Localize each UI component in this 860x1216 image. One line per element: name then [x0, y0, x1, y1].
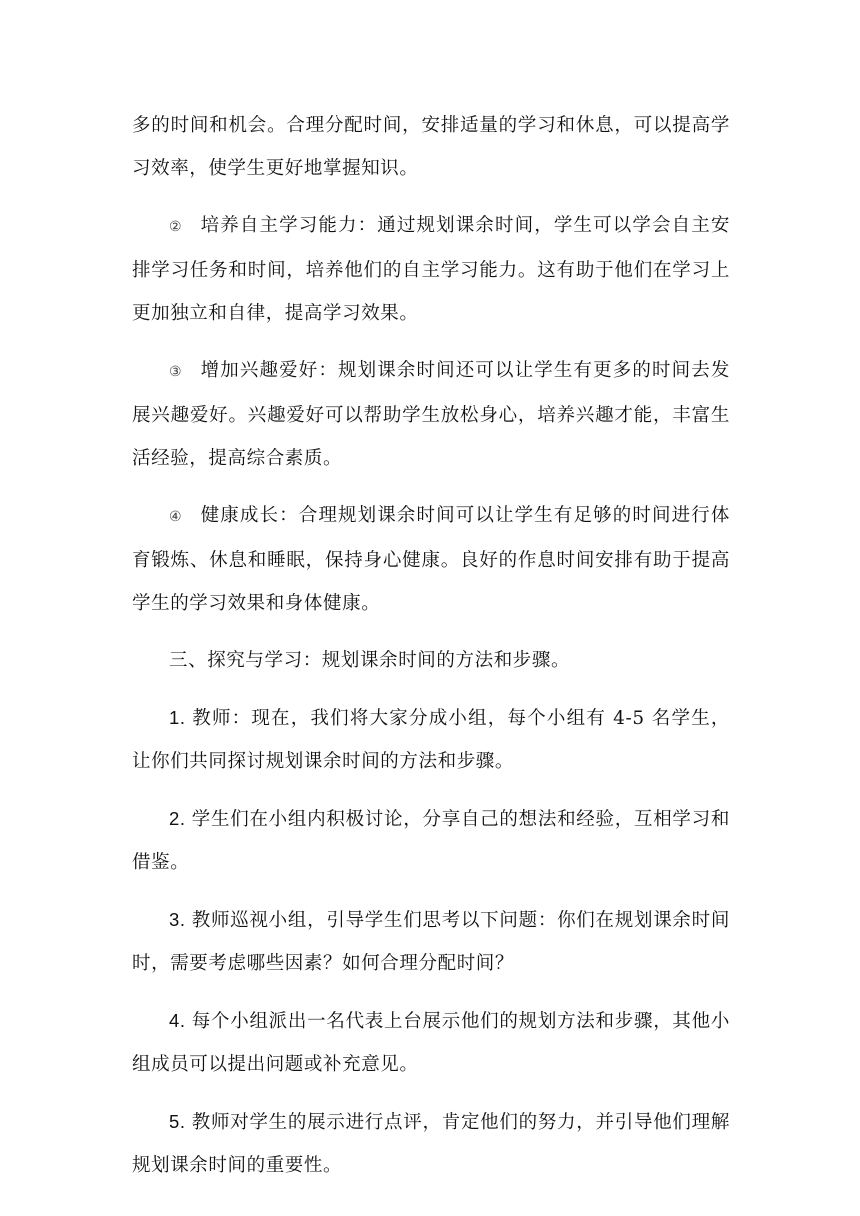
step-number: 2.: [169, 808, 186, 829]
benefit-marker: ④: [169, 509, 183, 525]
benefit-text: 增加兴趣爱好：规划课余时间还可以让学生有更多的时间去发展兴趣爱好。兴趣爱好可以帮助学生放松身心，培养兴趣才能，丰富生活经验，提高综合素质。: [132, 360, 730, 469]
benefit-marker: ③: [169, 364, 183, 380]
benefit-item-3: [132, 349, 730, 480]
continuation-paragraph: 多的时间和机会。合理分配时间，安排适量的学习和休息，可以提高学习效率，使学生更好地掌握知识。: [132, 115, 730, 179]
step-text: 教师巡视小组，引导学生们思考以下问题：你们在规划课余时间时，需要考虑哪些因素？如何合理分配时间？: [132, 910, 730, 974]
step-text: 学生们在小组内积极讨论，分享自己的想法和经验，互相学习和借鉴。: [132, 809, 730, 873]
step-item-5: [132, 1100, 730, 1187]
step-item-4: [132, 999, 730, 1086]
step-number: 5.: [169, 1111, 186, 1132]
benefit-item-4: [132, 494, 730, 625]
benefit-text: 培养自主学习能力：通过规划课余时间，学生可以学会自主安排学习任务和时间，培养他们的自主学习能力。这有助于他们在学习上更加独立和自律，提高学习效果。: [132, 215, 730, 324]
benefit-item-2: [132, 204, 730, 335]
step-text: 教师：现在，我们将大家分成小组，每个小组有 4-5 名学生，让你们共同探讨规划课余时间的方法和步骤。: [132, 708, 730, 772]
step-number: 4.: [169, 1010, 186, 1031]
step-item-3: [132, 898, 730, 985]
section-heading: 三、探究与学习：规划课余时间的方法和步骤。: [169, 650, 571, 671]
step-item-1: [132, 696, 730, 783]
step-text: 教师对学生的展示进行点评，肯定他们的努力，并引导他们理解规划课余时间的重要性。: [132, 1112, 730, 1176]
benefit-text: 健康成长：合理规划课余时间可以让学生有足够的时间进行体育锻炼、休息和睡眠，保持身心健康。良好的作息时间安排有助于提高学生的学习效果和身体健康。: [132, 505, 730, 614]
document-page: [132, 104, 730, 1201]
step-number: 3.: [169, 909, 186, 930]
step-item-2: [132, 797, 730, 884]
benefit-marker: ②: [169, 219, 183, 235]
step-number: 1.: [169, 707, 186, 728]
step-text: 每个小组派出一名代表上台展示他们的规划方法和步骤，其他小组成员可以提出问题或补充意见。: [132, 1011, 730, 1075]
